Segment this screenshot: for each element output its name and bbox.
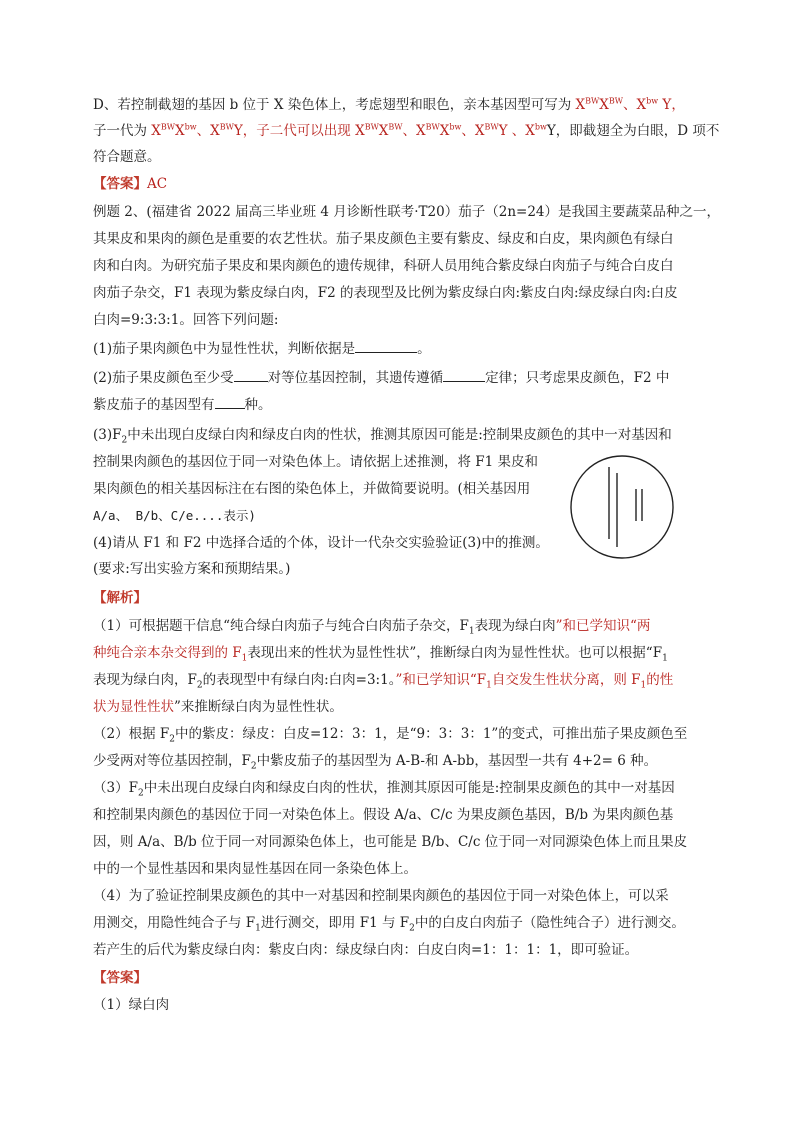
answer-value: AC xyxy=(147,176,168,192)
d-line-3: 符合题意。 xyxy=(93,149,161,165)
question-3-line-4: A/a、 B/b、C/e....表示) xyxy=(93,508,256,523)
analysis-p3-line-2: 和控制果肉颜色的基因位于同一对染色体上。假设 A/a、C/c 为果皮颜色基因，B/b 为果肉颜色基 xyxy=(93,807,674,823)
d-line-1: D、若控制截翅的基因 b 位于 X 染色体上，考虑翅型和眼色，亲本基因型可写为 $X^{BW}X^{BW}$、$X^{bw}$ Y， xyxy=(93,96,685,113)
question-3-line-1: $(3)F_2$中未出现白皮绿白肉和绿皮白肉的性状，推测其原因可能是:控制果皮颜色的其中一对基因和 xyxy=(93,427,672,446)
analysis-p2-line-1: （2）根据 $F_2$中的紫皮：绿皮：白皮=12：3：1，是“9：3：3：1”的变式，可推出茄子果皮颜色至 xyxy=(93,726,688,745)
analysis-p1-line-4: 状为显性性状”来推断绿白肉为显性性状。 xyxy=(93,699,343,715)
example-line-2: 其果皮和果肉的颜色是重要的农艺性状。茄子果皮颜色主要有紫皮、绿皮和白皮，果肉颜色有绿白 xyxy=(93,231,674,247)
question-2-line-1: (2)茄子果皮颜色至少受 对等位基因控制，其遗传遵循 定律；只考虑果皮颜色，F2 中 xyxy=(93,370,670,386)
d-line-2: 子一代为 $X^{BW}X^{bw}$、$X^{BW}Y$，子二代可以出现 $X^{BW}X^{BW}$、$X^{BW}X^{bw}$、$X^{BW}Y$ 、$X^{bw}Y$，即截翅全为白眼，D 项不 xyxy=(93,122,720,139)
analysis-p3-line-3: 因，则 A/a、B/b 位于同一对同源染色体上，也可能是 B/b、C/c 位于同一对同源染色体上而且果皮 xyxy=(93,834,688,850)
cell-outline xyxy=(571,456,673,558)
analysis-tag: 【解析】 xyxy=(93,590,147,606)
question-4-requirement: (要求:写出实验方案和预期结果。) xyxy=(93,561,291,577)
analysis-p1-line-1: （1）可根据题干信息“纯合绿白肉茄子与纯合白肉茄子杂交，$F_1$表现为绿白肉”和已学知识“两 xyxy=(93,618,651,637)
example-line-4: 肉茄子杂交，F1 表现为紫皮绿白肉，F2 的表现型及比例为紫皮绿白肉:紫皮白肉:绿皮绿白肉:白皮 xyxy=(93,285,678,301)
analysis-p1-line-2: 种纯合亲本杂交得到的 $F_1$表现出来的性状为显性性状”，推断绿白肉为显性性状。也可以根据“$F_1$ xyxy=(93,645,668,664)
question-1: (1)茄子果肉颜色中为显性性状，判断依据是 。 xyxy=(93,341,431,357)
analysis-p1-line-3: 表现为绿白肉，$F_2$的表现型中有绿白肉:白肉=3:1。”和已学知识“$F_1$自交发生性状分离，则 $F_1$的性 xyxy=(93,672,674,691)
answer-1 xyxy=(93,174,167,194)
question-3-line-3: 果肉颜色的相关基因标注在右图的染色体上，并做简要说明。(相关基因用 xyxy=(93,481,531,497)
answer-2-tag: 【答案】 xyxy=(93,970,147,986)
analysis-p3-line-1: $(3)F_2$中未出现白皮绿白肉和绿皮白肉的性状，推测其原因可能是:控制果皮颜色的其中一对基因 xyxy=(93,780,675,799)
analysis-p4-line-1: （4）为了验证控制果皮颜色的其中一对基因和控制果肉颜色的基因位于同一对染色体上，可以采 xyxy=(93,888,669,904)
answer-2-item-1: （1）绿白肉 xyxy=(93,997,170,1013)
question-4: (4)请从 F1 和 F2 中选择合适的个体，设计一代杂交实验验证(3)中的推测。 xyxy=(93,535,549,551)
question-3-line-2: 控制果肉颜色的基因位于同一对染色体上。请依据上述推测，将 F1 果皮和 xyxy=(93,454,539,470)
analysis-p4-line-3: 若产生的后代为紫皮绿白肉：紫皮白肉：绿皮绿白肉：白皮白肉=1：1：1：1，即可验证。 xyxy=(93,942,639,958)
analysis-p3-line-4: 中的一个显性基因和果肉显性基因在同一条染色体上。 xyxy=(93,861,417,877)
chromosome-diagram xyxy=(569,453,675,561)
example-line-3: 肉和白肉。为研究茄子果皮和果肉颜色的遗传规律，科研人员用纯合紫皮绿白肉茄子与纯合白皮白 xyxy=(93,258,674,274)
analysis-p4-line-2: 用测交，用隐性纯合子与 $F_1$进行测交，即用 F1 与 $F_2$中的白皮白肉茄子（隐性纯合子）进行测交。 xyxy=(93,915,685,934)
example-line-1: 例题 2、(福建省 2022 届高三毕业班 4 月诊断性联考·T20）茄子（2n=24）是我国主要蔬菜品种之一， xyxy=(93,204,721,220)
example-line-5: 白肉=9:3:3:1。回答下列问题: xyxy=(93,312,279,328)
analysis-p2-line-2: 少受两对等位基因控制，$F_2$中紫皮茄子的基因型为 A-B-和 A-bb，基因型一共有 4+2= 6 种。 xyxy=(93,753,658,772)
question-2-line-2: 紫皮茄子的基因型有 种。 xyxy=(93,397,272,413)
answer-tag: 【答案】 xyxy=(93,176,147,192)
